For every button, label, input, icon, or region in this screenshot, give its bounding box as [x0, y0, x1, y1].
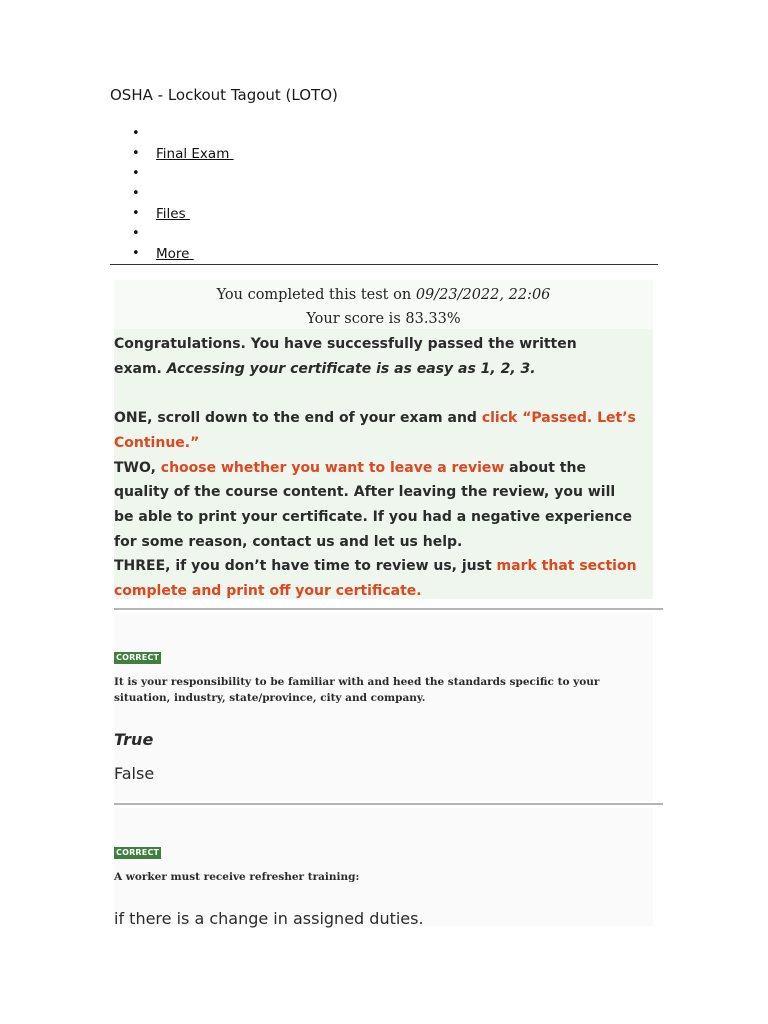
question-text: A worker must receive refresher training: — [114, 871, 360, 883]
question-2 — [114, 808, 653, 926]
answer-option-1[interactable]: if there is a change in assigned duties. — [114, 909, 424, 928]
nav-item-empty-4 — [110, 224, 658, 244]
result-panel — [114, 280, 653, 599]
course-nav — [110, 124, 658, 265]
completion-date: 09/23/2022, 22:06 — [415, 287, 551, 303]
completion-prefix: You completed this test on — [216, 287, 416, 303]
final-exam-link[interactable]: Final Exam — [156, 146, 234, 162]
step-two-suffix: about the quality of the course content. After leaving the review, you will be able to print your certificate. If you had a negative experience for some reason, contact us and let us help. — [114, 459, 632, 550]
answer-option-false[interactable]: False — [114, 764, 155, 783]
nav-item-empty-3 — [110, 184, 658, 204]
nav-item-files[interactable] — [110, 204, 658, 224]
paragraph-gap — [114, 381, 639, 406]
step-two-highlight: choose whether you want to leave a review — [160, 459, 505, 476]
score-line: Your score is 83.33% — [306, 311, 461, 327]
question-1 — [114, 613, 653, 801]
step-three — [114, 554, 639, 603]
congrats-line-2-italic: Accessing your certificate is as easy as 1, 2, 3. — [166, 360, 536, 377]
step-three-highlight: mark that section complete and print off your certificate. — [114, 558, 637, 600]
page-title: OSHA - Lockout Tagout (LOTO) — [110, 86, 338, 104]
correct-badge: CORRECT — [116, 653, 160, 662]
question-text: It is your responsibility to be familiar with and heed the standards specific to your situation, industry, state/province, city and company. — [114, 676, 600, 704]
step-two-prefix: TWO, — [114, 459, 161, 476]
files-link[interactable]: Files — [156, 206, 190, 222]
nav-item-empty-1 — [110, 124, 658, 144]
step-two — [114, 456, 639, 555]
step-one-highlight: click “Passed. Let’s Continue.” — [114, 410, 636, 451]
answer-option-true[interactable]: True — [114, 730, 154, 749]
nav-item-empty-2 — [110, 164, 658, 184]
congratulations-message — [114, 329, 653, 599]
section-divider-2 — [114, 803, 663, 805]
more-link[interactable]: More — [156, 246, 194, 262]
step-one-prefix: ONE, scroll down to the end of your exam and — [114, 410, 482, 427]
step-one — [114, 406, 639, 455]
congrats-line-2-prefix: exam. — [114, 360, 167, 377]
nav-item-final-exam[interactable] — [110, 144, 658, 164]
nav-item-more[interactable] — [110, 244, 658, 264]
congrats-line-2 — [114, 357, 639, 382]
completion-line — [114, 280, 653, 304]
correct-badge: CORRECT — [116, 848, 160, 857]
congrats-line-1: Congratulations. You have successfully passed the written — [114, 336, 577, 352]
step-three-prefix: THREE, if you don’t have time to review us, just — [114, 558, 497, 575]
section-divider-1 — [114, 608, 663, 610]
